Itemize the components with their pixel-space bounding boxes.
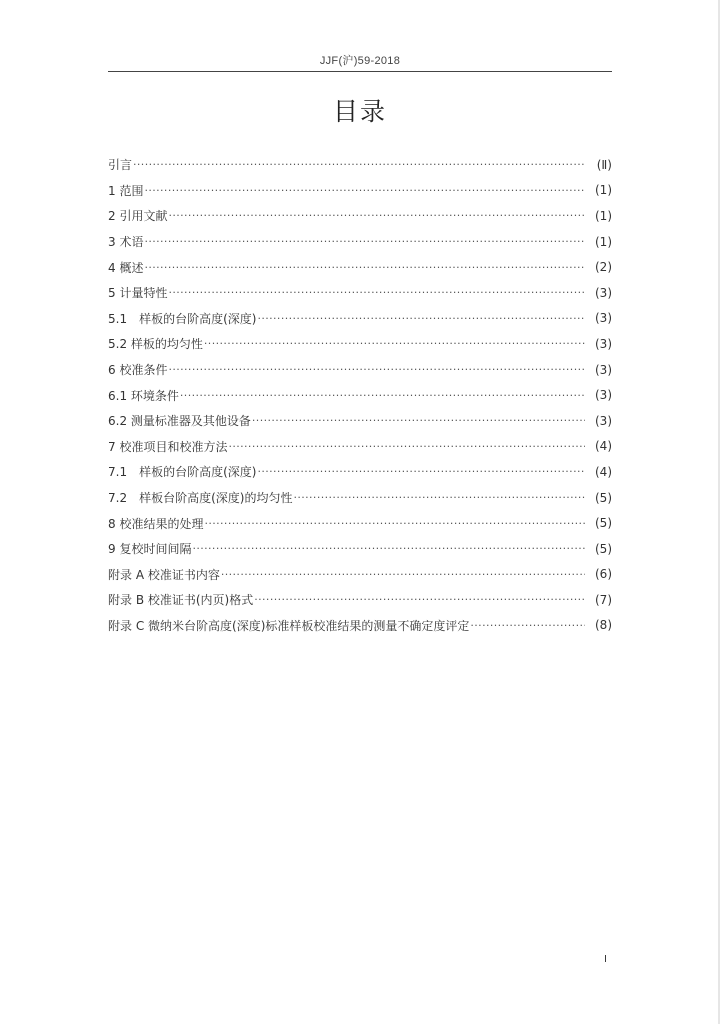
toc-entry-label: 附录 C 微纳米台阶高度(深度)标准样板校准结果的测量不确定度评定 bbox=[108, 618, 470, 633]
toc-entry-label: 6.1 环境条件 bbox=[108, 388, 179, 403]
toc-entry bbox=[108, 613, 612, 639]
toc-entry-page: (6) bbox=[595, 567, 612, 582]
toc-entry-page: (Ⅱ) bbox=[596, 157, 612, 172]
page-title: 目录 bbox=[332, 97, 387, 126]
toc-entry bbox=[108, 434, 612, 460]
toc-entry-label: 2 引用文献 bbox=[108, 209, 168, 224]
toc-entry-label: 6.2 测量标准器及其他设备 bbox=[108, 414, 251, 429]
toc-entry bbox=[108, 459, 612, 485]
toc-entry-page: (5) bbox=[595, 490, 612, 505]
toc-entry-page: (7) bbox=[595, 592, 612, 607]
toc-leader-dots bbox=[293, 491, 585, 504]
toc-entry-page: (4) bbox=[595, 439, 612, 454]
toc-entry-page: (1) bbox=[595, 183, 612, 198]
toc-entry bbox=[108, 587, 612, 613]
toc-entry bbox=[108, 331, 612, 357]
toc-leader-dots bbox=[168, 209, 585, 222]
toc-entry-page: (1) bbox=[595, 234, 612, 249]
header-rule bbox=[108, 71, 612, 72]
toc-entry-label: 附录 B 校准证书(内页)格式 bbox=[108, 593, 254, 608]
toc-leader-dots bbox=[228, 440, 585, 453]
toc-entry-label: 3 术语 bbox=[108, 235, 144, 250]
toc-leader-dots bbox=[168, 286, 585, 299]
toc-entry bbox=[108, 229, 612, 255]
toc-entry-page: (3) bbox=[595, 388, 612, 403]
toc-entry bbox=[108, 306, 612, 332]
toc-entry-label: 7.1 样板的台阶高度(深度) bbox=[108, 465, 257, 480]
toc-leader-dots bbox=[254, 593, 585, 606]
toc-entry bbox=[108, 485, 612, 511]
toc-entry bbox=[108, 510, 612, 536]
toc-entry bbox=[108, 382, 612, 408]
toc-entry bbox=[108, 178, 612, 204]
toc-entry-label: 引言 bbox=[108, 158, 133, 173]
toc-entry bbox=[108, 357, 612, 383]
toc-entry-label: 9 复校时间间隔 bbox=[108, 542, 192, 557]
toc-entry-page: (3) bbox=[595, 413, 612, 428]
toc-entry bbox=[108, 203, 612, 229]
toc-entry-page: (3) bbox=[595, 311, 612, 326]
toc-leader-dots bbox=[144, 235, 585, 248]
toc-leader-dots bbox=[204, 517, 585, 530]
toc-leader-dots bbox=[180, 389, 585, 402]
toc-leader-dots bbox=[221, 568, 585, 581]
toc-entry bbox=[108, 254, 612, 280]
toc-leader-dots bbox=[144, 261, 585, 274]
toc-leader-dots bbox=[470, 619, 585, 632]
toc-entry-page: (8) bbox=[595, 618, 612, 633]
toc-leader-dots bbox=[204, 337, 585, 350]
toc-entry-label: 7 校准项目和校准方法 bbox=[108, 439, 228, 454]
toc-entry-page: (3) bbox=[595, 285, 612, 300]
toc-entry-page: (3) bbox=[595, 362, 612, 377]
toc-entry-page: (5) bbox=[595, 541, 612, 556]
toc-entry-label: 6 校准条件 bbox=[108, 363, 168, 378]
page-number: I bbox=[604, 954, 607, 965]
toc-leader-dots bbox=[257, 465, 585, 478]
toc-entry bbox=[108, 408, 612, 434]
toc-entry bbox=[108, 536, 612, 562]
toc-entry-label: 4 概述 bbox=[108, 260, 144, 275]
toc-leader-dots bbox=[252, 414, 585, 427]
toc-entry-label: 7.2 样板台阶高度(深度)的均匀性 bbox=[108, 491, 293, 506]
toc-entry-label: 附录 A 校准证书内容 bbox=[108, 567, 220, 582]
toc-entry-label: 8 校准结果的处理 bbox=[108, 516, 204, 531]
toc-leader-dots bbox=[257, 312, 585, 325]
toc-entry-page: (2) bbox=[595, 260, 612, 275]
toc-entry-page: (1) bbox=[595, 208, 612, 223]
toc-leader-dots bbox=[133, 158, 585, 171]
toc-leader-dots bbox=[192, 542, 585, 555]
toc-entry-page: (4) bbox=[595, 464, 612, 479]
toc-entry-label: 1 范围 bbox=[108, 183, 144, 198]
toc-entry bbox=[108, 152, 612, 178]
toc-entry-label: 5.2 样板的均匀性 bbox=[108, 337, 203, 352]
table-of-contents bbox=[108, 152, 612, 638]
document-code-header: JJF(沪)59-2018 bbox=[319, 55, 401, 67]
toc-leader-dots bbox=[144, 184, 585, 197]
toc-leader-dots bbox=[168, 363, 585, 376]
toc-entry-page: (5) bbox=[595, 516, 612, 531]
toc-entry-label: 5.1 样板的台阶高度(深度) bbox=[108, 311, 257, 326]
toc-entry bbox=[108, 562, 612, 588]
toc-entry-label: 5 计量特性 bbox=[108, 286, 168, 301]
scan-edge-shadow bbox=[718, 0, 720, 1024]
toc-entry bbox=[108, 280, 612, 306]
toc-entry-page: (3) bbox=[595, 336, 612, 351]
